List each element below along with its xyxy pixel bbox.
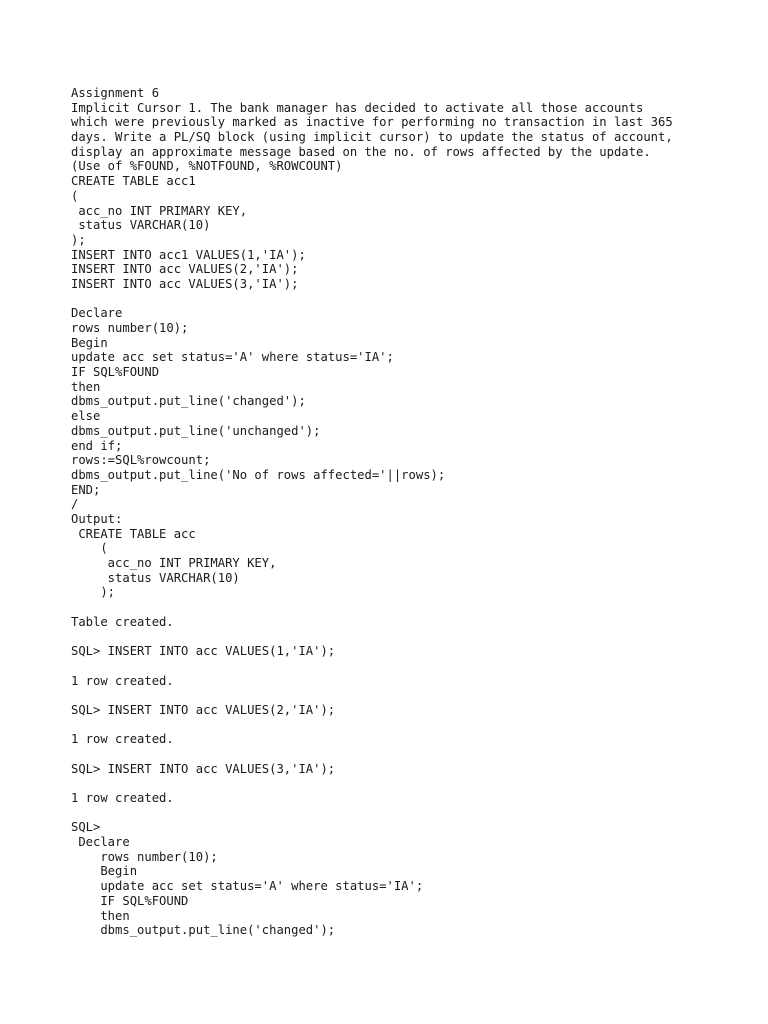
text-line: CREATE TABLE acc (71, 526, 196, 541)
text-line: status VARCHAR(10) (71, 218, 211, 233)
text-line: 1 row created. (71, 673, 174, 688)
text-line: SQL> INSERT INTO acc VALUES(2,'IA'); (71, 702, 336, 717)
text-line (71, 718, 751, 733)
text-line (71, 292, 751, 307)
text-line (71, 659, 751, 674)
text-line: Declare (71, 835, 130, 850)
text-line: 1 row created. (71, 791, 174, 805)
text-line: end if; (71, 438, 123, 453)
text-line: SQL> (71, 820, 101, 835)
text-line: acc_no INT PRIMARY KEY, (71, 203, 248, 218)
text-line: SQL> INSERT INTO acc VALUES(3,'IA'); (71, 761, 336, 776)
text-line: INSERT INTO acc VALUES(3,'IA'); (71, 276, 299, 291)
text-line (71, 629, 751, 644)
document-page (71, 86, 751, 938)
text-line (71, 688, 751, 703)
text-line: then (71, 379, 101, 394)
text-line: END; (71, 482, 101, 497)
text-line: rows number(10); (71, 849, 218, 864)
text-line: dbms_output.put_line('unchanged'); (71, 423, 321, 438)
text-line: INSERT INTO acc1 VALUES(1,'IA'); (71, 247, 306, 262)
text-line: ( (71, 188, 79, 203)
text-line: update acc set status='A' where status='IA'; (71, 350, 394, 365)
text-line: Output: (71, 511, 123, 526)
text-line: days. Write a PL/SQ block (using implicit cursor) to update the status of account, (71, 130, 673, 145)
text-line: update acc set status='A' where status='IA'; (71, 879, 424, 894)
text-line (71, 747, 751, 762)
text-line: status VARCHAR(10) (71, 570, 240, 585)
text-line: then (71, 908, 130, 923)
text-line: CREATE TABLE acc1 (71, 174, 196, 189)
text-line: / (71, 497, 79, 512)
text-line: display an approximate message based on the no. of rows affected by the update. (71, 144, 651, 159)
text-line: else (71, 409, 101, 424)
text-line: dbms_output.put_line('changed'); (71, 394, 306, 409)
text-line: INSERT INTO acc VALUES(2,'IA'); (71, 262, 299, 277)
text-line: ( (71, 541, 108, 556)
text-line: dbms_output.put_line('No of rows affected='||rows); (71, 467, 446, 482)
text-line: ); (71, 232, 86, 247)
text-line: Declare (71, 306, 123, 321)
text-line: which were previously marked as inactive for performing no transaction in last 365 (71, 115, 673, 130)
text-line: IF SQL%FOUND (71, 365, 160, 380)
text-line: Begin (71, 335, 108, 350)
text-line: Begin (71, 864, 138, 879)
text-line: Implicit Cursor 1. The bank manager has decided to activate all those accounts (71, 100, 644, 115)
text-line: 1 row created. (71, 732, 174, 747)
text-line: ); (71, 585, 116, 600)
text-line: acc_no INT PRIMARY KEY, (71, 556, 277, 570)
text-line: dbms_output.put_line('changed'); (71, 923, 336, 938)
text-line: rows:=SQL%rowcount; (71, 453, 211, 468)
text-line (71, 776, 751, 791)
text-line: Table created. (71, 614, 174, 629)
text-line: rows number(10); (71, 321, 189, 335)
text-line: (Use of %FOUND, %NOTFOUND, %ROWCOUNT) (71, 159, 343, 174)
text-line (71, 806, 751, 821)
text-line: Assignment 6 (71, 86, 160, 100)
text-line: SQL> INSERT INTO acc VALUES(1,'IA'); (71, 644, 336, 659)
text-line (71, 600, 751, 615)
text-line: IF SQL%FOUND (71, 893, 189, 908)
